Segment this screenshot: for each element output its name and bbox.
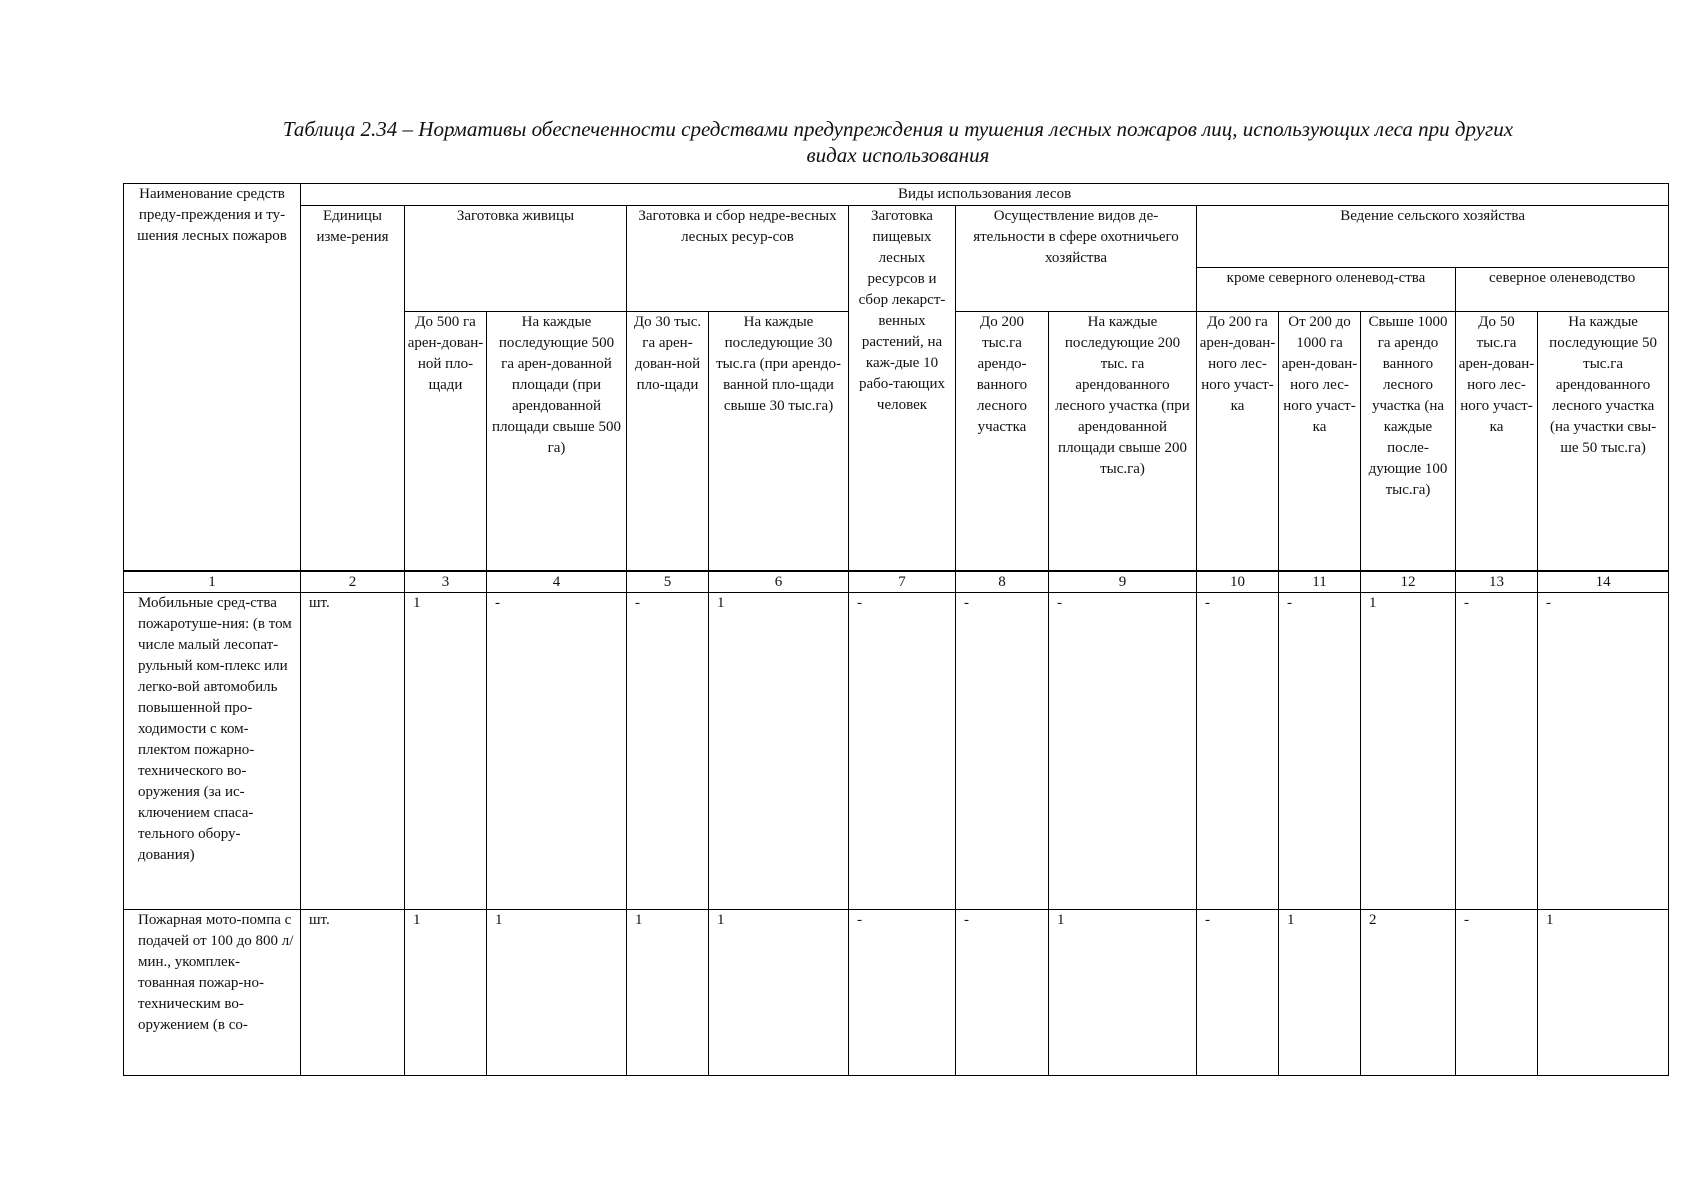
header-types: Виды использования лесов <box>301 184 1669 206</box>
header-name: Наименование средств преду-преждения и ту-шения лесных пожаров <box>124 184 301 572</box>
column-number: 8 <box>956 571 1049 593</box>
row-value: - <box>627 593 709 910</box>
header-row-groups <box>124 184 1669 206</box>
column-number: 5 <box>627 571 709 593</box>
table-header <box>124 184 1669 593</box>
row-value: - <box>849 910 956 1076</box>
row-value: 1 <box>1538 910 1669 1076</box>
caption-line-1: Таблица 2.34 – Нормативы обеспеченности средствами предупреждения и тушения лесных пожаров лиц, использующих леса при других <box>282 117 1514 141</box>
row-value: - <box>1049 593 1197 910</box>
header-reindeer: северное оленеводство <box>1456 268 1669 312</box>
row-value: 1 <box>405 910 487 1076</box>
header-col-11: От 200 до 1000 га арен-дован-ного лес-ного участ-ка <box>1279 312 1361 572</box>
column-number: 11 <box>1279 571 1361 593</box>
column-number: 6 <box>709 571 849 593</box>
header-row-column-numbers <box>124 571 1669 593</box>
header-col-14: На каждые последующие 50 тыс.га арендованного лесного участка (на участки свы-ше 50 тыс.га) <box>1538 312 1669 572</box>
column-number: 14 <box>1538 571 1669 593</box>
column-number: 3 <box>405 571 487 593</box>
header-col-5: До 30 тыс. га арен-дован-ной пло-щади <box>627 312 709 572</box>
column-number: 1 <box>124 571 301 593</box>
column-number: 4 <box>487 571 627 593</box>
column-number: 7 <box>849 571 956 593</box>
row-value: 1 <box>1049 910 1197 1076</box>
header-col-9: На каждые последующие 200 тыс. га арендованного лесного участка (при арендованной площади свыше 200 тыс.га) <box>1049 312 1197 572</box>
column-number: 10 <box>1197 571 1279 593</box>
header-nonwood: Заготовка и сбор недре-весных лесных ресур-сов <box>627 206 849 312</box>
norms-table <box>123 183 1669 1076</box>
caption-line-2: видах использования <box>806 143 990 167</box>
row-value: - <box>1456 593 1538 910</box>
row-value: - <box>1538 593 1669 910</box>
row-value: 1 <box>1279 910 1361 1076</box>
header-col-12: Свыше 1000 га арендо ванного лесного участка (на каждые после-дующие 100 тыс.га) <box>1361 312 1456 572</box>
row-value: 1 <box>1361 593 1456 910</box>
header-except-reindeer: кроме северного оленевод-ства <box>1197 268 1456 312</box>
row-value: 1 <box>627 910 709 1076</box>
row-value: - <box>1279 593 1361 910</box>
table-row <box>124 910 1669 1076</box>
header-col-8: До 200 тыс.га арендо-ванного лесного участка <box>956 312 1049 572</box>
row-value: - <box>849 593 956 910</box>
table-row <box>124 593 1669 910</box>
row-value: - <box>1197 593 1279 910</box>
column-number: 9 <box>1049 571 1197 593</box>
row-name: Пожарная мото-помпа с подачей от 100 до 800 л/мин., укомплек-тованная пожар-но-техническим во-оружением (в со- <box>124 910 301 1076</box>
header-row-categories <box>124 206 1669 268</box>
row-value: 1 <box>709 593 849 910</box>
header-col-10: До 200 га арен-дован-ного лес-ного участ-ка <box>1197 312 1279 572</box>
header-col-4: На каждые последующие 500 га арен-дованной площади (при арендованной площади свыше 500 га) <box>487 312 627 572</box>
row-unit: шт. <box>301 593 405 910</box>
table-caption <box>123 116 1673 168</box>
row-value: - <box>956 910 1049 1076</box>
header-agriculture: Ведение сельского хозяйства <box>1197 206 1669 268</box>
column-number: 13 <box>1456 571 1538 593</box>
header-unit: Единицы изме-рения <box>301 206 405 572</box>
header-resin: Заготовка живицы <box>405 206 627 312</box>
row-value: 1 <box>405 593 487 910</box>
header-col-6: На каждые последующие 30 тыс.га (при арендо-ванной пло-щади свыше 30 тыс.га) <box>709 312 849 572</box>
row-value: - <box>1456 910 1538 1076</box>
table-body <box>124 593 1669 1076</box>
header-food: Заготовка пищевых лесных ресурсов и сбор лекарст-венных растений, на каж-дые 10 рабо-тающих человек <box>849 206 956 572</box>
row-value: 1 <box>709 910 849 1076</box>
column-number: 12 <box>1361 571 1456 593</box>
row-unit: шт. <box>301 910 405 1076</box>
row-value: 2 <box>1361 910 1456 1076</box>
row-name: Мобильные сред-ства пожаротуше-ния: (в том числе малый лесопат-рульный ком-плекс или легко-вой автомобиль повышенной про-ходимости с ком-плектом пожарно-технического во-оружения (за ис-ключением спаса-тельного обору-дования) <box>124 593 301 910</box>
row-value: - <box>1197 910 1279 1076</box>
header-col-3: До 500 га арен-дован-ной пло-щади <box>405 312 487 572</box>
column-number: 2 <box>301 571 405 593</box>
header-hunting: Осуществление видов де-ятельности в сфере охотничьего хозяйства <box>956 206 1197 312</box>
row-value: 1 <box>487 910 627 1076</box>
row-value: - <box>956 593 1049 910</box>
header-col-13: До 50 тыс.га арен-дован-ного лес-ного участ-ка <box>1456 312 1538 572</box>
row-value: - <box>487 593 627 910</box>
